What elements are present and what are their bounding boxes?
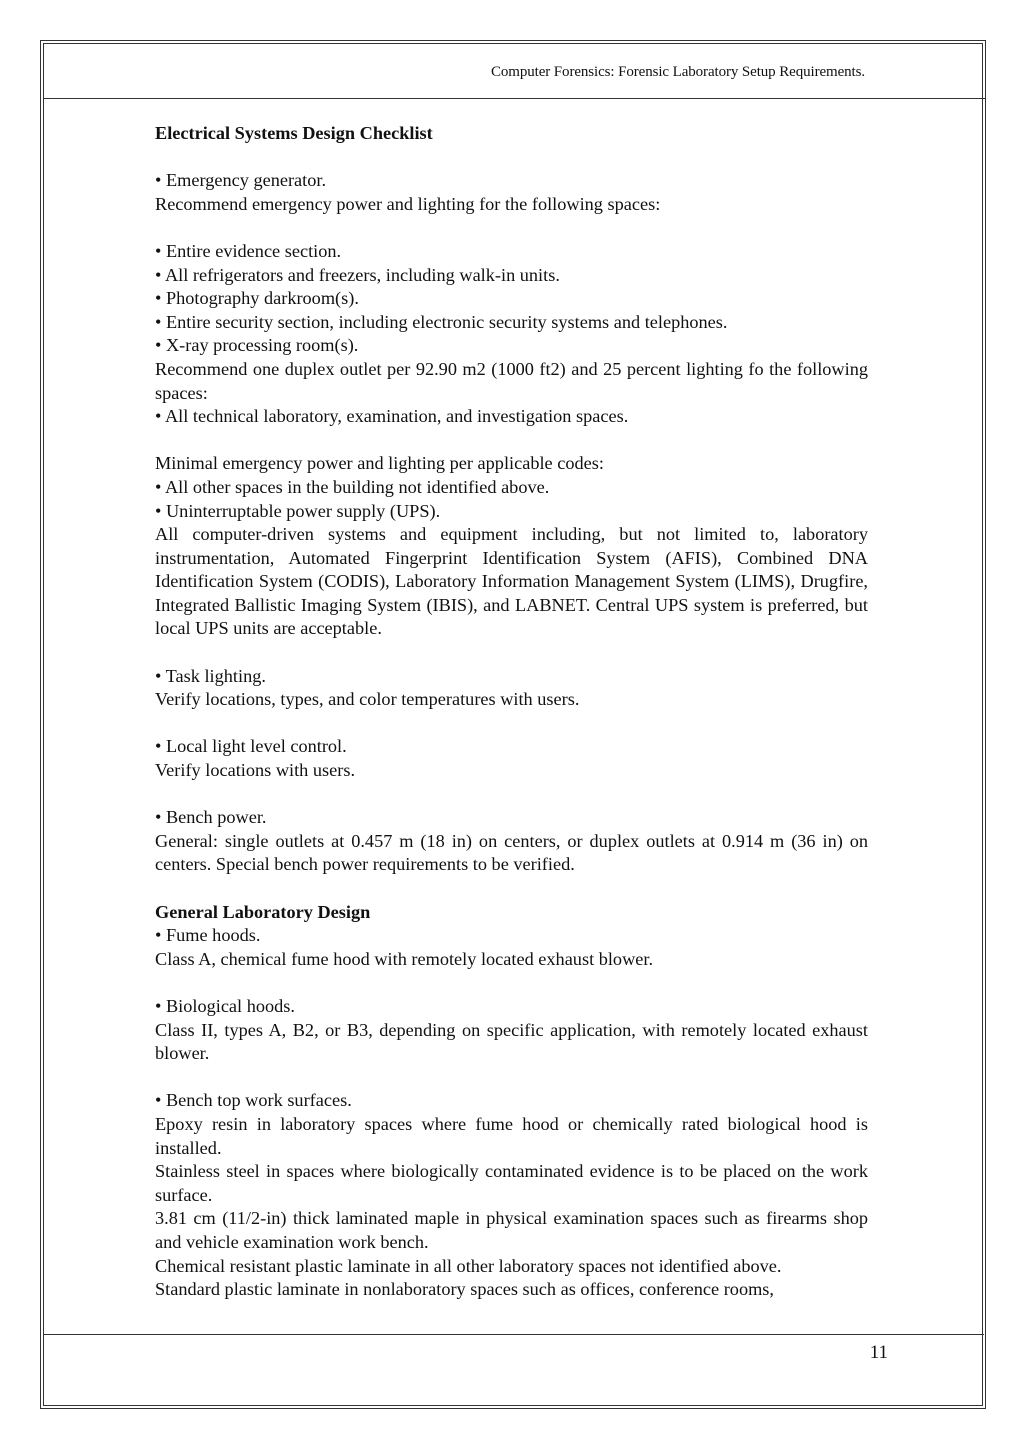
bullet-item: • X-ray processing room(s). (155, 335, 359, 356)
bullet-item: • Local light level control. (155, 736, 347, 757)
bullet-item: • Entire evidence section. (155, 240, 342, 261)
bullet-item: • Task lighting. (155, 665, 266, 686)
paragraph-spacer (155, 429, 868, 453)
body-paragraph: Epoxy resin in laboratory spaces where fume hood or chemically rated biological hood is installed. (155, 1113, 868, 1158)
paragraph-spacer (155, 971, 868, 995)
document-body (155, 122, 868, 1302)
body-paragraph: Standard plastic laminate in nonlaboratory spaces such as offices, conference rooms, (155, 1279, 774, 1300)
body-paragraph: General: single outlets at 0.457 m (18 in) on centers, or duplex outlets at 0.914 m (36 in) on centers. Special bench power requirements to be verified. (155, 830, 868, 875)
section-heading: Electrical Systems Design Checklist (155, 123, 433, 143)
page-number: 11 (869, 1342, 888, 1363)
bullet-item: • Entire security section, including electronic security systems and telephones. (155, 311, 728, 332)
body-paragraph: Class A, chemical fume hood with remotely located exhaust blower. (155, 948, 654, 969)
bullet-item: • Photography darkroom(s). (155, 288, 359, 309)
body-paragraph: Verify locations, types, and color temperatures with users. (155, 689, 580, 710)
body-paragraph: 3.81 cm (11/2-in) thick laminated maple in physical examination spaces such as firearms shop and vehicle examination work bench. (155, 1208, 868, 1252)
bullet-item: • Bench top work surfaces. (155, 1090, 352, 1111)
bullet-item: • Uninterruptable power supply (UPS). (155, 500, 441, 521)
bullet-item: • All refrigerators and freezers, including walk-in units. (155, 264, 560, 285)
bullet-item: • Emergency generator. (155, 170, 327, 191)
bullet-item: • All technical laboratory, examination, and investigation spaces. (155, 406, 629, 427)
header-rule (44, 98, 986, 99)
running-header: Computer Forensics: Forensic Laboratory Setup Requirements. (490, 64, 865, 80)
bullet-item: • Biological hoods. (155, 995, 295, 1016)
paragraph-spacer (155, 216, 868, 240)
body-paragraph: Stainless steel in spaces where biologically contaminated evidence is to be placed on the work surface. (155, 1161, 868, 1205)
body-paragraph: Chemical resistant plastic laminate in all other laboratory spaces not identified above. (155, 1255, 782, 1276)
paragraph-spacer (155, 877, 868, 901)
body-paragraph: Minimal emergency power and lighting per applicable codes: (155, 453, 604, 474)
paragraph-spacer (155, 641, 868, 665)
body-paragraph: Verify locations with users. (155, 760, 356, 781)
body-paragraph: Class II, types A, B2, or B3, depending on specific application, with remotely located exhaust blower. (155, 1019, 868, 1064)
footer-rule (44, 1334, 984, 1335)
body-paragraph: All computer-driven systems and equipment including, but not limited to, laboratory instrumentation, Automated Fingerprint Identification System (AFIS), Combined DNA Identification System (CODIS), Laboratory Information Management System (LIMS), Drugfire, Integrated Ballistic Imaging System (IBIS), and LABNET. Central UPS system is preferred, but local UPS units are acceptable. (155, 524, 868, 639)
paragraph-spacer (155, 712, 868, 736)
paragraph-spacer (155, 1066, 868, 1090)
bullet-item: • All other spaces in the building not identified above. (155, 476, 550, 497)
paragraph-spacer (155, 146, 868, 170)
bullet-item: • Bench power. (155, 807, 267, 828)
section-heading: General Laboratory Design (155, 901, 371, 922)
body-paragraph: Recommend one duplex outlet per 92.90 m2 (1000 ft2) and 25 percent lighting fo the following spaces: (155, 358, 868, 403)
paragraph-spacer (155, 783, 868, 807)
body-paragraph: Recommend emergency power and lighting for the following spaces: (155, 193, 661, 214)
bullet-item: • Fume hoods. (155, 925, 261, 946)
